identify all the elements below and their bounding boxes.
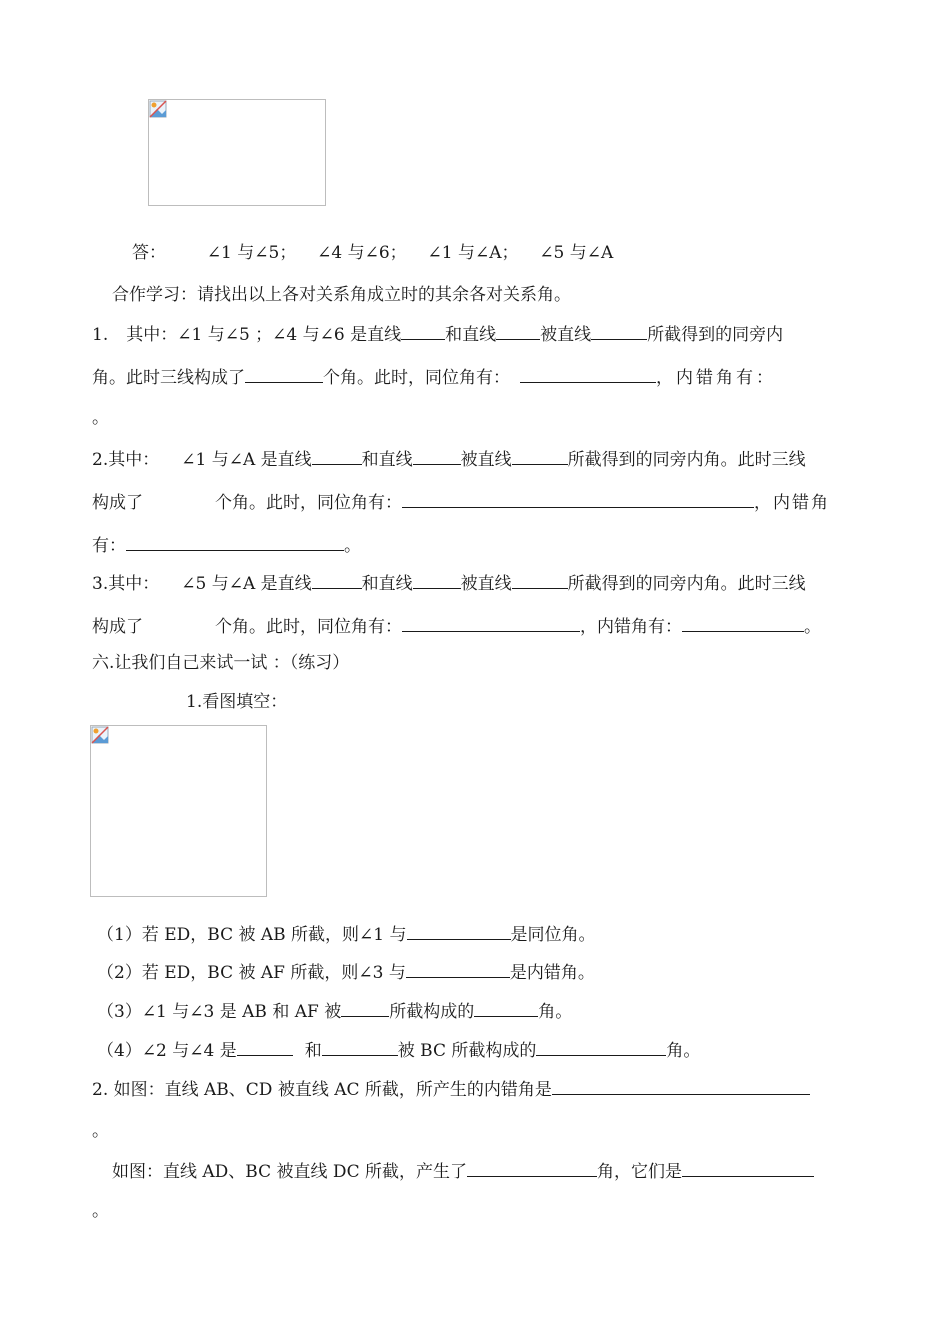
q2-blank-2[interactable] xyxy=(413,446,461,465)
answer-pair: ∠1 与∠5； xyxy=(206,243,297,263)
q3-text-a: 3.其中： xyxy=(92,574,160,594)
q6-2-line-2: 。 xyxy=(92,1121,109,1141)
q1-line-2 xyxy=(92,364,858,389)
p2-text-b: 是内错角。 xyxy=(509,963,595,983)
q3-blank-6[interactable] xyxy=(682,613,804,632)
q6-2-text-a: 2. 如图：直线 AB、CD 被直线 AC 所截，所产生的内错角是 xyxy=(92,1080,552,1100)
q2-text-h: ，内错角 xyxy=(754,493,830,513)
q6-3-text-b: 角，它们是 xyxy=(596,1162,682,1182)
q3-text-e: 所截得到的同旁内角。此时三线 xyxy=(567,574,806,594)
q3-text-d: 被直线 xyxy=(460,574,512,594)
practice-item-2 xyxy=(97,959,595,984)
q1-text-g: ，内错角有： xyxy=(656,368,776,388)
q2-text-e: 所截得到的同旁内角。此时三线 xyxy=(567,450,806,470)
answer-pair: ∠1 与∠A； xyxy=(427,243,519,263)
answer-label: 答： xyxy=(132,243,166,263)
q1-blank-3[interactable] xyxy=(591,321,647,340)
q1-blank-1[interactable] xyxy=(401,321,445,340)
p4-blank-3[interactable] xyxy=(536,1037,666,1056)
q1-blank-4[interactable] xyxy=(245,364,323,383)
p4-blank-2[interactable] xyxy=(322,1037,398,1056)
p1-text-b: 是同位角。 xyxy=(510,925,596,945)
q3-text-h: ，内错角有： xyxy=(580,617,682,637)
q3-text-c: 和直线 xyxy=(361,574,413,594)
q2-text-c: 和直线 xyxy=(361,450,413,470)
q1-text-d: 所截得到的同旁内 xyxy=(647,325,784,345)
q2-blank-5[interactable] xyxy=(402,489,754,508)
figure-image-2 xyxy=(90,725,267,897)
q1-text-e: 角。此时三线构成了 xyxy=(92,368,245,388)
q2-text-g: 个角。此时，同位角有： xyxy=(215,493,402,513)
p3-blank-2[interactable] xyxy=(474,998,538,1017)
p1-text-a: （1）若 ED，BC 被 AB 所截，则∠1 与 xyxy=(97,925,407,945)
q3-text-g: 个角。此时，同位角有： xyxy=(215,617,402,637)
p3-blank-1[interactable] xyxy=(341,998,389,1017)
q1-blank-2[interactable] xyxy=(496,321,540,340)
q2-text-b: ∠1 与∠A 是直线 xyxy=(181,450,312,470)
q6-2-line-1 xyxy=(92,1076,810,1101)
p2-blank[interactable] xyxy=(406,959,510,978)
q3-text-i: 。 xyxy=(804,617,821,637)
answer-line xyxy=(132,242,613,264)
q1-text-a: 其中：∠1 与∠5 ；∠4 与∠6 是直线 xyxy=(126,325,402,345)
q1-number: 1. xyxy=(92,325,109,345)
q2-blank-1[interactable] xyxy=(312,446,362,465)
p4-text-a: （4）∠2 与∠4 是 xyxy=(97,1041,237,1061)
p2-text-a: （2）若 ED，BC 被 AF 所截，则∠3 与 xyxy=(97,963,406,983)
q6-3-blank-1[interactable] xyxy=(467,1158,597,1177)
section-6-heading: 六.让我们自己来试一试 ：（练习） xyxy=(92,653,350,673)
p3-text-b: 所截构成的 xyxy=(389,1002,475,1022)
broken-image-icon xyxy=(91,726,109,744)
q3-line-1 xyxy=(92,570,806,595)
q1-line-3: 。 xyxy=(92,408,109,428)
q3-blank-1[interactable] xyxy=(312,570,362,589)
q3-blank-5[interactable] xyxy=(402,613,580,632)
q3-text-b: ∠5 与∠A 是直线 xyxy=(181,574,312,594)
answer-pair: ∠5 与∠A xyxy=(539,243,614,263)
q6-2-blank[interactable] xyxy=(552,1076,810,1095)
broken-image-icon xyxy=(149,100,167,118)
q3-text-f: 构成了 xyxy=(92,617,143,637)
p1-blank[interactable] xyxy=(407,921,511,940)
practice-item-3 xyxy=(97,998,572,1023)
q3-blank-3[interactable] xyxy=(512,570,568,589)
q2-line-2 xyxy=(92,489,830,514)
q2-text-d: 被直线 xyxy=(460,450,512,470)
p3-text-c: 角。 xyxy=(538,1002,573,1022)
answer-pair: ∠4 与∠6； xyxy=(317,243,407,263)
q3-blank-2[interactable] xyxy=(413,570,461,589)
q1-text-b: 和直线 xyxy=(445,325,497,345)
q1-blank-5[interactable] xyxy=(520,364,656,383)
q2-text-a: 2.其中： xyxy=(92,450,160,470)
figure-image-1 xyxy=(148,99,326,206)
q2-text-i: 有： xyxy=(92,536,126,556)
q6-3-line-1 xyxy=(112,1158,814,1183)
q3-line-2 xyxy=(92,613,821,638)
p4-text-d: 角。 xyxy=(666,1041,701,1061)
q1-line-1 xyxy=(92,321,858,346)
practice-item-1 xyxy=(97,921,596,946)
q2-text-f: 构成了 xyxy=(92,493,143,513)
practice-item-4 xyxy=(97,1037,700,1062)
q1-text-f: 个角。此时，同位角有： xyxy=(323,368,510,388)
q2-text-j: 。 xyxy=(344,536,361,556)
q2-blank-6[interactable] xyxy=(126,532,344,551)
p4-text-b: 和 xyxy=(304,1041,322,1061)
fill-title: 1.看图填空： xyxy=(186,692,288,712)
p4-blank-1[interactable] xyxy=(237,1037,293,1056)
q6-3-line-2: 。 xyxy=(92,1201,109,1221)
q1-text-c: 被直线 xyxy=(540,325,592,345)
coop-heading: 合作学习：请找出以上各对关系角成立时的其余各对关系角。 xyxy=(112,285,571,305)
p4-text-c: 被 BC 所截构成的 xyxy=(397,1041,537,1061)
q2-line-3 xyxy=(92,532,361,557)
q2-line-1 xyxy=(92,446,806,471)
q6-3-text-a: 如图：直线 AD、BC 被直线 DC 所截，产生了 xyxy=(112,1162,467,1182)
q2-blank-3[interactable] xyxy=(512,446,568,465)
p3-text-a: （3）∠1 与∠3 是 AB 和 AF 被 xyxy=(97,1002,342,1022)
q6-3-blank-2[interactable] xyxy=(682,1158,814,1177)
